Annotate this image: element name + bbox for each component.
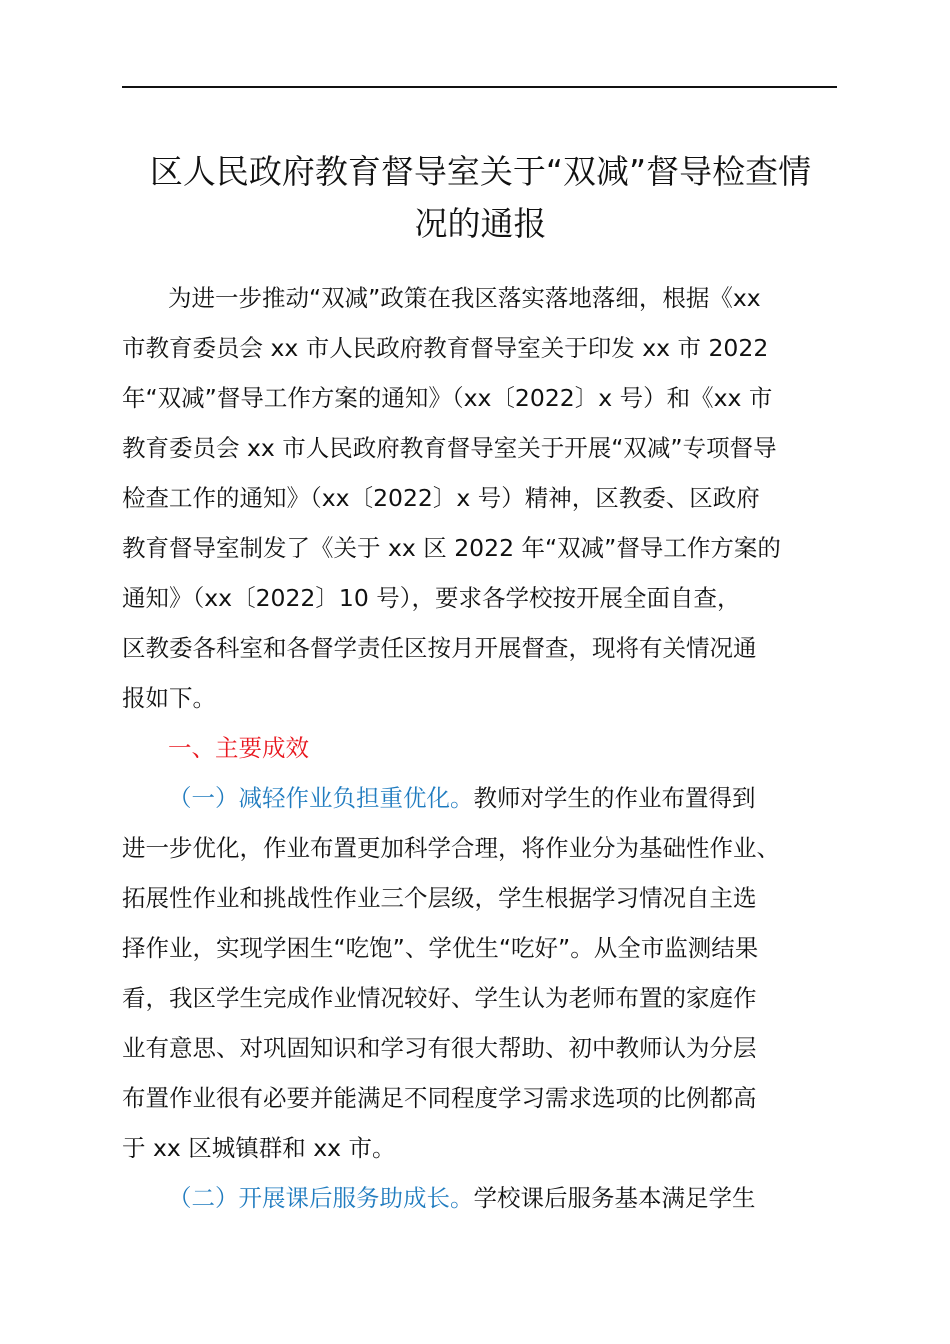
page-title <box>118 146 843 250</box>
intro-line: 市教育委员会 xx 市人民政府教育督导室关于印发 xx 市 2022 <box>122 334 769 362</box>
subsection-heading: （一）减轻作业负担重优化。 <box>168 784 474 812</box>
body-line: 拓展性作业和挑战性作业三个层级，学生根据学习情况自主选 <box>122 884 757 912</box>
subsection-text: 学校课后服务基本满足学生 <box>473 1184 756 1212</box>
title-line-2: 况的通报 <box>414 204 547 243</box>
title-line-1: 区人民政府教育督导室关于“双减”督导检查情 <box>149 152 812 191</box>
section-heading: 一、主要成效 <box>168 734 309 762</box>
body-line: 业有意思、对巩固知识和学习有很大帮助、初中教师认为分层 <box>122 1034 757 1062</box>
subsection-heading: （二）开展课后服务助成长。 <box>168 1184 474 1212</box>
intro-line: 检查工作的通知》（xx〔2022〕x 号）精神，区教委、区政府 <box>122 484 760 512</box>
intro-line: 教育督导室制发了《关于 xx 区 2022 年“双减”督导工作方案的 <box>122 534 781 562</box>
header-rule <box>122 86 837 88</box>
intro-line: 为进一步推动“双减”政策在我区落实落地落细，根据《xx <box>168 284 761 312</box>
subsection-text: 教师对学生的作业布置得到 <box>473 784 756 812</box>
body-line: 布置作业很有必要并能满足不同程度学习需求选项的比例都高 <box>122 1084 757 1112</box>
body-line: 进一步优化，作业布置更加科学合理，将作业分为基础性作业、 <box>122 834 780 862</box>
intro-line: 区教委各科室和各督学责任区按月开展督查，现将有关情况通 <box>122 634 757 662</box>
intro-line: 通知》（xx〔2022〕10 号），要求各学校按开展全面自查， <box>122 584 741 612</box>
subsection-first-line <box>168 1181 838 1215</box>
subsection-first-line <box>168 781 838 815</box>
intro-line: 年“双减”督导工作方案的通知》（xx〔2022〕x 号）和《xx 市 <box>122 384 773 412</box>
body-line: 择作业，实现学困生“吃饱”、学优生“吃好”。从全市监测结果 <box>122 934 759 962</box>
intro-line: 教育委员会 xx 市人民政府教育督导室关于开展“双减”专项督导 <box>122 434 777 462</box>
body-line: 于 xx 区城镇群和 xx 市。 <box>122 1134 396 1162</box>
body-line: 看，我区学生完成作业情况较好、学生认为老师布置的家庭作 <box>122 984 757 1012</box>
intro-line: 报如下。 <box>122 684 216 712</box>
